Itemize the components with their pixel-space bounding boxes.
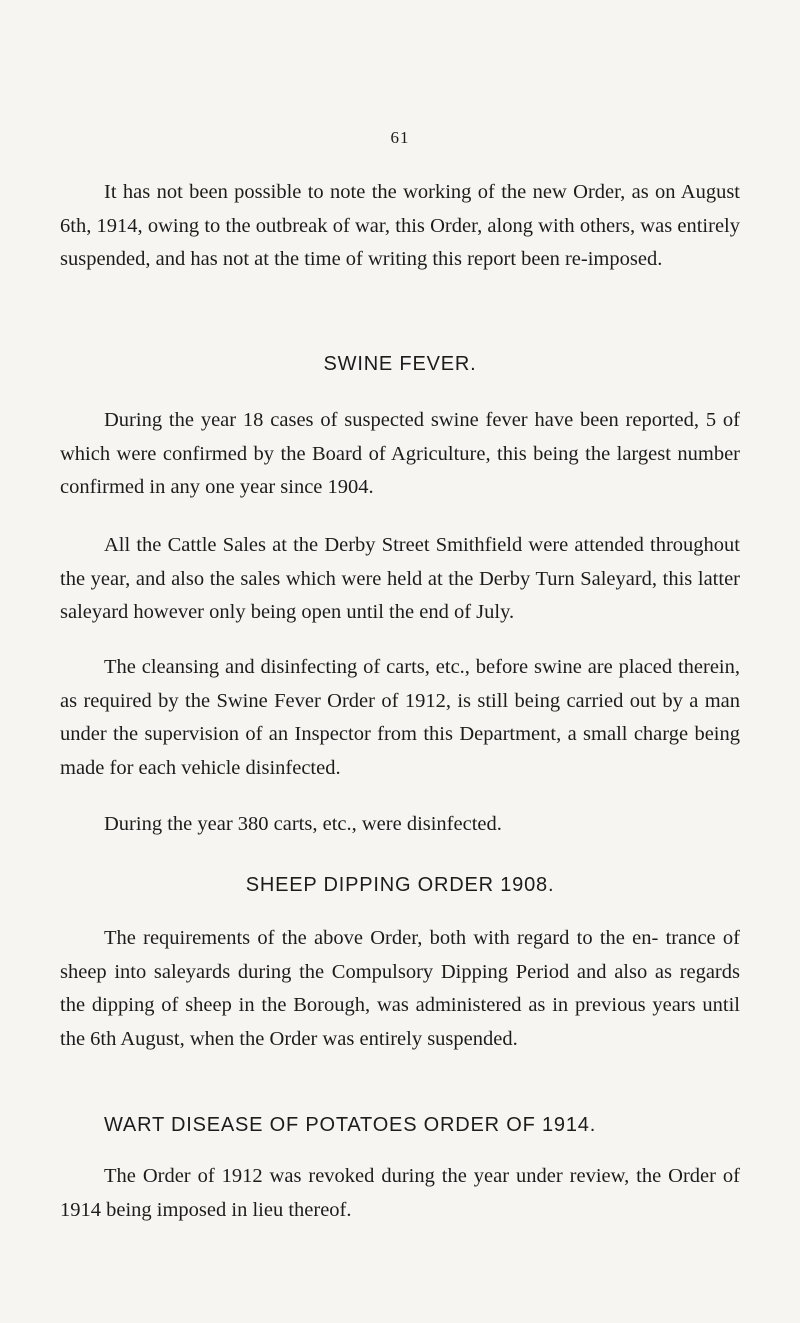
page-number: 61 <box>390 128 410 147</box>
swine-fever-paragraph-2: All the Cattle Sales at the Derby Street Smithfield were attended throughout the year, and also the sales which were held at the Derby Turn Saleyard, this latter saleyard however only being open until the end of July. <box>60 534 740 623</box>
swine-fever-heading: SWINE FEVER. <box>323 353 477 375</box>
swine-fever-paragraph-3: The cleansing and disinfecting of carts, etc., before swine are placed therein, as required by the Swine Fever Order of 1912, is still being carried out by a man under the supervision of an Inspector from this Department, a small charge being made for each vehicle disinfected. <box>60 656 740 779</box>
sheep-dipping-heading: SHEEP DIPPING ORDER 1908. <box>245 874 555 896</box>
wart-disease-heading: WART DISEASE OF POTATOES ORDER OF 1914. <box>104 1114 597 1136</box>
sheep-dipping-paragraph: The requirements of the above Order, both with regard to the en- trance of sheep into saleyards during the Compulsory Dipping Period and also as regards the dipping of sheep in the Borough, was administered as in previous years until the 6th August, when the Order was entirely suspended. <box>60 927 740 1050</box>
swine-fever-paragraph-4: During the year 380 carts, etc., were disinfected. <box>104 813 502 835</box>
intro-paragraph: It has not been possible to note the working of the new Order, as on August 6th, 1914, owing to the outbreak of war, this Order, along with others, was entirely suspended, and has not at the time of writing this report been re-imposed. <box>60 181 740 270</box>
swine-fever-paragraph-1: During the year 18 cases of suspected swine fever have been reported, 5 of which were confirmed by the Board of Agriculture, this being the largest number confirmed in any one year since 1904. <box>60 409 740 498</box>
wart-disease-paragraph: The Order of 1912 was revoked during the year under review, the Order of 1914 being imposed in lieu thereof. <box>60 1165 740 1221</box>
